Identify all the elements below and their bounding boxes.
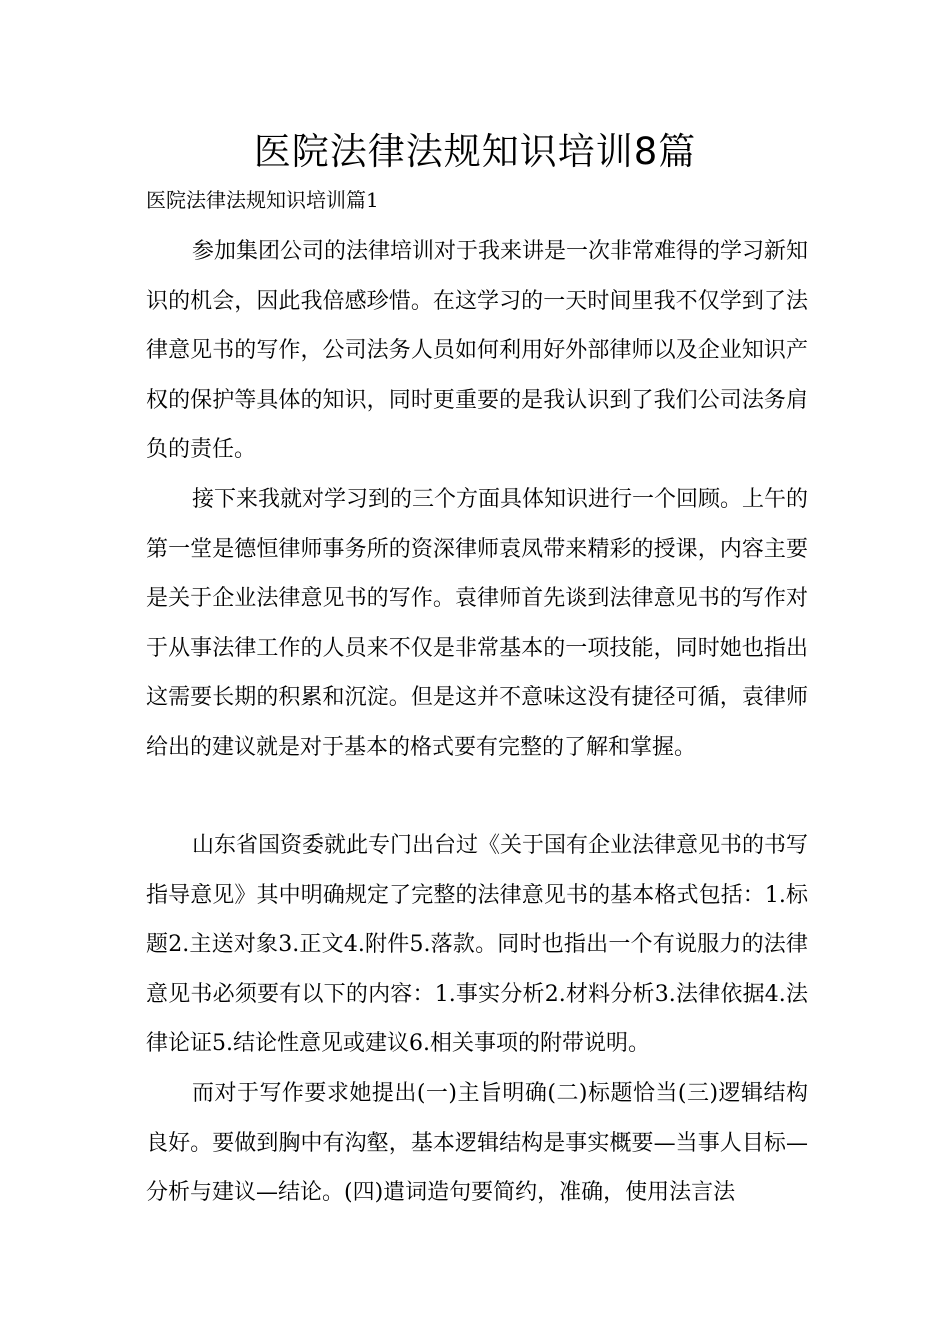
body-paragraph-2: 接下来我就对学习到的三个方面具体知识进行一个回顾。上午的第一堂是德恒律师事务所的资深律师袁凤带来精彩的授课，内容主要是关于企业法律意见书的写作。袁律师首先谈到法律意见书的写作对于从事法律工作的人员来不仅是非常基本的一项技能，同时她也指出这需要长期的积累和沉淀。但是这并不意味这没有捷径可循，袁律师给出的建议就是对于基本的格式要有完整的了解和掌握。 bbox=[146, 487, 809, 760]
body-paragraph-4: 而对于写作要求她提出(一)主旨明确(二)标题恰当(三)逻辑结构良好。要做到胸中有沟壑，基本逻辑结构是事实概要—当事人目标—分析与建议—结论。(四)遣词造句要简约，准确，使用法言法 bbox=[146, 1081, 808, 1205]
document-title: 医院法律法规知识培训8篇 bbox=[253, 130, 697, 173]
body-paragraph-1: 参加集团公司的法律培训对于我来讲是一次非常难得的学习新知识的机会，因此我倍感珍惜。在这学习的一天时间里我不仅学到了法律意见书的写作，公司法务人员如何利用好外部律师以及企业知识产权的保护等具体的知识，同时更重要的是我认识到了我们公司法务肩负的责任。 bbox=[146, 239, 809, 462]
section-heading: 医院法律法规知识培训篇1 bbox=[146, 188, 379, 212]
body-paragraph-3: 山东省国资委就此专门出台过《关于国有企业法律意见书的书写指导意见》其中明确规定了完整的法律意见书的基本格式包括：1.标题2.主送对象3.正文4.附件5.落款。同时也指出一个有说服力的法律意见书必须要有以下的内容：1.事实分析2.材料分析3.法律依据4.法律论证5.结论性意见或建议6.相关事项的附带说明。 bbox=[146, 833, 809, 1056]
